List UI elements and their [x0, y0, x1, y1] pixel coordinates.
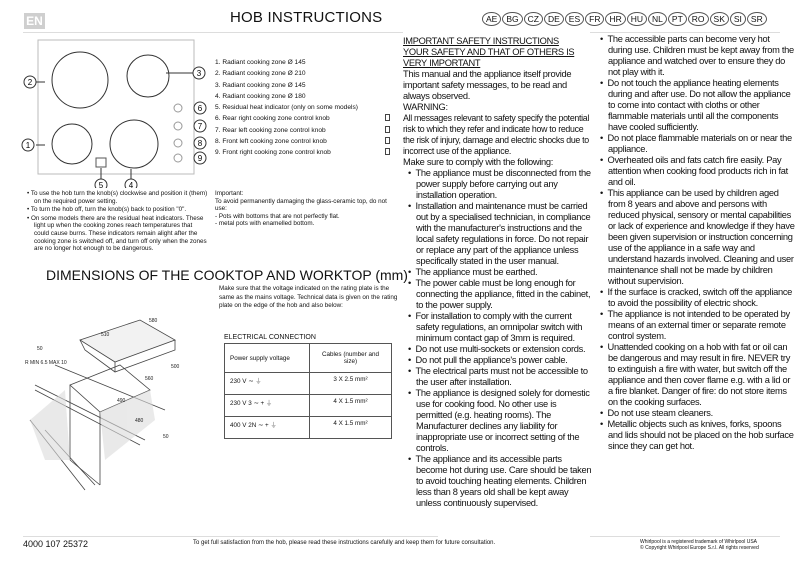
language-hr[interactable]: HR — [605, 12, 625, 26]
safety-item: • Do not use multi-sockets or extension cords. — [408, 344, 586, 354]
language-ae[interactable]: AE — [482, 12, 501, 26]
language-si[interactable]: SI — [730, 12, 746, 26]
callout-1 — [22, 139, 34, 151]
legend-item: 6. Rear right cooking zone control knob — [215, 113, 390, 124]
safety-item: • Do not place flammable materials on or near the appliance. — [600, 133, 792, 154]
callout-8 — [194, 137, 206, 149]
callout-9 — [194, 152, 206, 164]
svg-text:3: 3 — [196, 69, 202, 78]
dimensions-diagram — [25, 310, 210, 495]
knob-position-icon — [385, 126, 390, 133]
safety-column-right — [595, 34, 795, 452]
electrical-title: ELECTRICAL CONNECTION — [224, 334, 316, 341]
svg-text:2: 2 — [27, 78, 33, 87]
safety-item: • Unattended cooking on a hob with fat or oil can be dangerous and may result in fire. NEVER try to extinguish a fire with water, but switch off the appliance and then cover flame e.g. with a lid or a fire blanket. Danger of fire: do not store items on the cooking surfaces. — [600, 342, 791, 407]
legend-item: 2. Radiant cooking zone Ø 210 — [215, 70, 306, 78]
safety-list — [403, 168, 592, 509]
legend-item: 1. Radiant cooking zone Ø 145 — [215, 59, 306, 66]
safety-item: • For installation to comply with the current safety regulations, an omnipolar switch with minimum contact gap of 3mm is required. — [408, 311, 583, 343]
safety-item: • The electrical parts must not be accessible to the user after installation. — [408, 366, 588, 387]
svg-text:8: 8 — [197, 139, 203, 148]
table-row — [225, 373, 392, 395]
svg-text:1: 1 — [25, 141, 31, 150]
trademark-notice — [640, 539, 759, 551]
safety-intro: This manual and the appliance itself provide important safety messages, to be read and always observed. — [403, 69, 572, 101]
legend-item: 5. Residual heat indicator (only on some models) — [215, 104, 358, 112]
make-sure-text: Make sure to comply with the following: — [403, 157, 554, 167]
dimension-label: 560 — [145, 376, 154, 382]
svg-text:7: 7 — [197, 122, 203, 131]
header-voltage: Power supply voltage — [225, 344, 310, 373]
divider — [23, 32, 403, 33]
cable-cell: 4 X 1.5 mm² — [310, 417, 392, 439]
knob-position-icon — [385, 114, 390, 121]
safety-item: • Do not pull the appliance's power cable. — [408, 355, 568, 365]
dimension-label: 580 — [149, 318, 158, 324]
safety-item: • The accessible parts can become very hot during use. Children must be kept away from the appliance and watched over to ensure they do not play with it. — [600, 34, 794, 77]
important-item: - Pots with bottoms that are not perfectly flat. — [215, 212, 340, 220]
dimension-label: 50 — [163, 434, 169, 440]
safety-item: • The power cable must be long enough for connecting the appliance, fitted in the cabinet, to the power supply. — [408, 278, 591, 310]
table-row — [225, 417, 392, 439]
legend-item: 8. Front left cooking zone control knob — [215, 136, 390, 147]
earth-icon: ⏚ — [255, 378, 262, 385]
electrical-table — [224, 343, 392, 439]
safety-title: IMPORTANT SAFETY INSTRUCTIONS — [403, 36, 559, 46]
callout-7 — [194, 120, 206, 132]
important-item: - metal pots with enamelled bottom. — [215, 220, 315, 228]
safety-column-left — [403, 36, 592, 509]
voltage-cell: 230 V ∼ ⏚ — [225, 373, 310, 395]
language-list — [482, 12, 767, 26]
language-es[interactable]: ES — [565, 12, 584, 26]
cable-cell: 4 X 1.5 mm² — [310, 395, 392, 417]
component-legend — [215, 57, 390, 159]
svg-text:6: 6 — [197, 104, 203, 113]
table-header-row — [225, 344, 392, 373]
safety-item: • The appliance must be disconnected from the power supply before carrying out any installation operation. — [408, 168, 591, 200]
page-title: HOB INSTRUCTIONS — [230, 9, 383, 26]
safety-item: • The appliance must be earthed. — [408, 267, 538, 277]
warning-text: All messages relevant to safety specify the potential risk to which they refer and indicate how to reduce the risk of injury, damage and electric shocks due to incorrect use of the appliance. — [403, 113, 590, 156]
safety-item: • Metallic objects such as knives, forks, spoons and lids should not be placed on the hob surface since they can get hot. — [600, 419, 794, 451]
legend-item: 4. Radiant cooking zone Ø 180 — [215, 92, 306, 100]
svg-text:9: 9 — [197, 154, 203, 163]
divider — [23, 536, 438, 537]
voltage-cell: 230 V 3 ∼ + ⏚ — [225, 395, 310, 417]
dimension-label: 480 — [135, 418, 144, 424]
callout-2 — [24, 76, 36, 88]
safety-subtitle: YOUR SAFETY AND THAT OF OTHERS IS VERY IMPORTANT — [403, 47, 575, 68]
safety-item: • The appliance is designed solely for domestic use for cooking food. No other use is permitted (e.g. heating rooms). The Manufacturer declines any liability for inappropriate use or incorrect setting of the controls. — [408, 388, 590, 453]
usage-item: • To use the hob turn the knob(s) clockwise and position it (them) on the required power setting. — [27, 190, 208, 205]
language-badge: EN — [24, 13, 45, 29]
usage-list — [24, 190, 209, 254]
voltage-cell: 400 V 2N ∼ + ⏚ — [225, 417, 310, 439]
callout-5 — [95, 179, 107, 188]
copyright-line: © Copyright Whirlpool Europe S.r.l. All rights reserved — [640, 545, 759, 551]
safety-item: • Overheated oils and fats catch fire easily. Pay attention when cooking food products rich in fat and oil. — [600, 155, 788, 187]
legend-item: 3. Radiant cooking zone Ø 145 — [215, 81, 306, 89]
hob-diagram — [20, 38, 210, 188]
usage-item: • To turn the hob off, turn the knob(s) back to position "0". — [27, 206, 187, 214]
dimension-label: 510 — [101, 332, 110, 338]
language-bg[interactable]: BG — [502, 12, 522, 26]
divider — [590, 536, 780, 537]
safety-item: • Do not touch the appliance heating elements during and after use. Do not allow the appliance to come into contact with cloths or other flammable materials until all the components have cooled sufficiently. — [600, 78, 791, 132]
safety-item: • The appliance and its accessible parts become hot during use. Care should be taken to avoid touching heating elements. Children less than 8 years old shall be kept away unless continuously supervised. — [408, 454, 592, 508]
knob-position-icon — [385, 148, 390, 155]
legend-item: 7. Rear left cooking zone control knob — [215, 125, 390, 136]
divider — [590, 32, 780, 33]
callout-3 — [193, 67, 205, 79]
language-sk[interactable]: SK — [710, 12, 729, 26]
safety-item: • This appliance can be used by children aged from 8 years and above and persons with reduced physical, sensory or mental capabilities or lack of experience and knowledge if they have been given supervision or instruction concerning use of the appliance in a safe way and understand hazards involved. Cleaning and user maintenance shall not be made by children without supervision. — [600, 188, 795, 286]
dimension-label: 50 — [37, 346, 43, 352]
table-row — [225, 395, 392, 417]
language-fr[interactable]: FR — [585, 12, 604, 26]
dimensions-title: DIMENSIONS OF THE COOKTOP AND WORKTOP (mm) — [46, 267, 408, 283]
safety-item: • Installation and maintenance must be carried out by a specialised technician, in compliance with the manufacturer's instructions and the local safety regulations in force. Do not repair or replace any part of the appliance unless specifically stated in the user manual. — [408, 201, 591, 266]
important-heading: Important: — [215, 190, 244, 197]
important-text: To avoid permanently damaging the glass-ceramic top, do not use: — [215, 197, 387, 213]
dimension-label: 500 — [171, 364, 180, 370]
language-cz[interactable]: CZ — [524, 12, 543, 26]
language-pt[interactable]: PT — [668, 12, 687, 26]
legend-item: 9. Front right cooking zone control knob — [215, 147, 390, 158]
safety-list — [595, 34, 795, 452]
dimension-label: R MIN 6.5 MAX 10 — [25, 360, 67, 366]
safety-item: • If the surface is cracked, switch off the appliance to avoid the possibility of electric shock. — [600, 287, 793, 308]
usage-item: • On some models there are the residual heat indicators. These light up when the cooking zones reach temperatures that could cause burns. These indicators remain alight after the cooking zone is switched off, and turn off only when the zones are no longer hot enough to be dangerous. — [27, 214, 207, 253]
trademark-line: Whirlpool is a registered trademark of Whirlpool USA — [640, 539, 757, 545]
voltage-note: Make sure that the voltage indicated on the rating plate is the same as the mains voltage. Technical data is given on the rating plate on the edge of the hob and also below: — [219, 285, 398, 310]
callout-4 — [125, 179, 137, 188]
language-ro[interactable]: RO — [688, 12, 709, 26]
knob-position-icon — [385, 137, 390, 144]
earth-icon: ⏚ — [270, 422, 277, 429]
safety-item: • Do not use steam cleaners. — [600, 408, 713, 418]
footer-message: To get full satisfaction from the hob, please read these instructions carefully and keep them for future consultation. — [193, 540, 496, 546]
warning-heading: WARNING: — [403, 102, 448, 112]
language-de[interactable]: DE — [544, 12, 564, 26]
language-nl[interactable]: NL — [648, 12, 667, 26]
callout-6 — [194, 102, 206, 114]
svg-text:5: 5 — [98, 181, 104, 188]
header-cables: Cables (number and size) — [310, 344, 392, 373]
dimension-label: 490 — [117, 398, 126, 404]
earth-icon: ⏚ — [265, 400, 273, 407]
safety-item: • The appliance is not intended to be operated by means of an external timer or separate remote control system. — [600, 309, 790, 341]
important-note — [215, 190, 400, 228]
cable-cell: 3 X 2.5 mm² — [310, 373, 392, 395]
document-code: 4000 107 25372 — [23, 539, 89, 549]
language-sr[interactable]: SR — [747, 12, 767, 26]
language-hu[interactable]: HU — [627, 12, 647, 26]
svg-text:4: 4 — [128, 181, 134, 188]
